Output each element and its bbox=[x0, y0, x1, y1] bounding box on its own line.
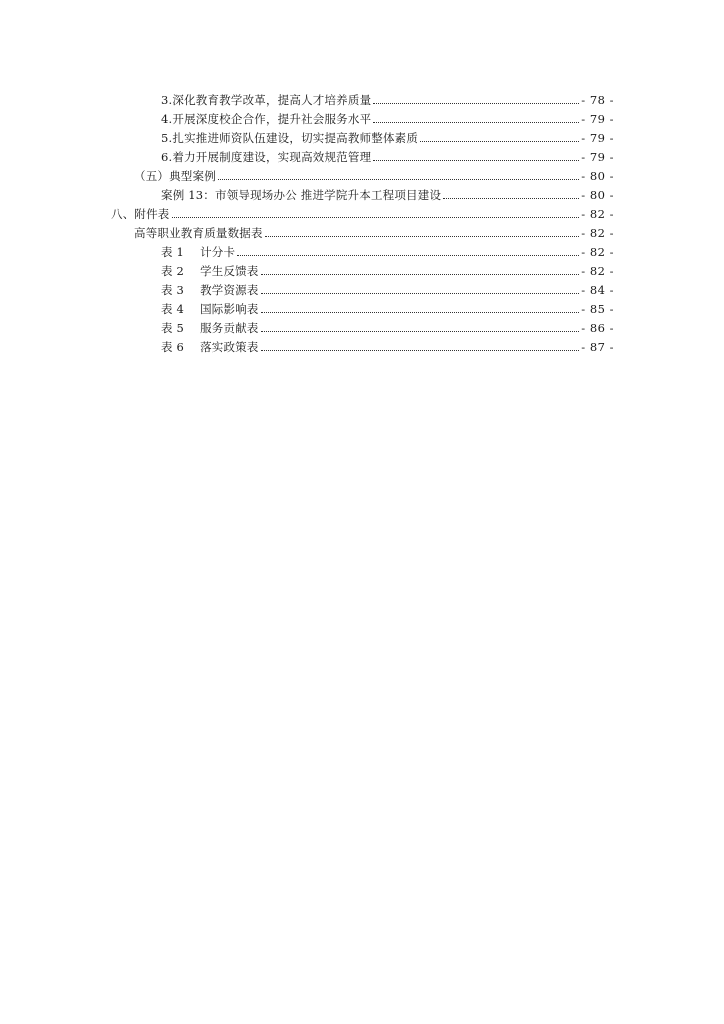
table-number: 表 2 bbox=[161, 264, 185, 278]
toc-entry-title: 5.扎实推进师资队伍建设，切实提高教师整体素质 bbox=[161, 131, 419, 145]
table-number: 表 1 bbox=[161, 245, 185, 259]
dot-leader bbox=[261, 331, 580, 332]
dot-leader bbox=[420, 141, 579, 142]
toc-entry-page: - 86 - bbox=[581, 321, 614, 335]
table-number: 表 4 bbox=[161, 302, 185, 316]
toc-entry-page: - 79 - bbox=[581, 112, 614, 126]
table-name: 落实政策表 bbox=[200, 340, 259, 354]
toc-entry-title bbox=[161, 302, 259, 316]
toc-entry-title: 6.着力开展制度建设，实现高效规范管理 bbox=[161, 150, 372, 164]
table-name: 学生反馈表 bbox=[200, 264, 259, 278]
dot-leader bbox=[261, 274, 580, 275]
table-number: 表 6 bbox=[161, 340, 185, 354]
toc-entry-page: - 78 - bbox=[581, 93, 614, 107]
toc-entry[interactable] bbox=[161, 107, 614, 126]
toc-entry-title bbox=[161, 321, 259, 335]
toc-entry-title bbox=[161, 245, 235, 259]
dot-leader bbox=[373, 122, 579, 123]
dot-leader bbox=[373, 103, 579, 104]
toc-entry-page: - 85 - bbox=[581, 302, 614, 316]
toc-entry-page: - 80 - bbox=[581, 188, 614, 202]
dot-leader bbox=[373, 160, 579, 161]
toc-entry-title: 4.开展深度校企合作，提升社会服务水平 bbox=[161, 112, 372, 126]
toc-entry[interactable] bbox=[134, 164, 614, 183]
toc-entry[interactable] bbox=[161, 259, 614, 278]
toc-entry-page: - 82 - bbox=[581, 207, 614, 221]
dot-leader bbox=[218, 179, 579, 180]
toc-entry[interactable] bbox=[161, 316, 614, 335]
toc-entry[interactable] bbox=[161, 297, 614, 316]
toc-entry-page: - 82 - bbox=[581, 226, 614, 240]
dot-leader bbox=[261, 312, 580, 313]
toc-entry-title: 八、附件表 bbox=[111, 207, 170, 221]
toc-entry-page: - 82 - bbox=[581, 245, 614, 259]
toc-entry-title bbox=[161, 283, 259, 297]
table-name: 教学资源表 bbox=[200, 283, 259, 297]
table-name: 国际影响表 bbox=[200, 302, 259, 316]
toc-entry[interactable] bbox=[161, 183, 614, 202]
toc-entry[interactable] bbox=[161, 145, 614, 164]
toc-entry-page: - 84 - bbox=[581, 283, 614, 297]
dot-leader bbox=[261, 293, 580, 294]
toc-entry[interactable] bbox=[161, 240, 614, 259]
table-name: 计分卡 bbox=[200, 245, 236, 259]
table-number: 表 5 bbox=[161, 321, 185, 335]
dot-leader bbox=[172, 217, 580, 218]
toc-entry-title: 案例 13：市领导现场办公 推进学院升本工程项目建设 bbox=[161, 188, 442, 202]
toc-entry-title bbox=[161, 264, 259, 278]
toc-entry-page: - 79 - bbox=[581, 131, 614, 145]
dot-leader bbox=[261, 350, 580, 351]
toc-entry[interactable] bbox=[134, 221, 614, 240]
toc-entry-title bbox=[161, 340, 259, 354]
toc-entry-title: （五）典型案例 bbox=[134, 169, 216, 183]
toc-entry[interactable] bbox=[161, 278, 614, 297]
toc-entry-page: - 87 - bbox=[581, 340, 614, 354]
toc-entry[interactable] bbox=[161, 126, 614, 145]
toc-entry[interactable] bbox=[161, 335, 614, 354]
table-number: 表 3 bbox=[161, 283, 185, 297]
toc-entry-page: - 82 - bbox=[581, 264, 614, 278]
toc-entry-page: - 80 - bbox=[581, 169, 614, 183]
toc-entry[interactable] bbox=[111, 202, 614, 221]
dot-leader bbox=[265, 236, 580, 237]
toc-entry-title: 3.深化教育教学改革，提高人才培养质量 bbox=[161, 93, 372, 107]
toc-entry-page: - 79 - bbox=[581, 150, 614, 164]
table-name: 服务贡献表 bbox=[200, 321, 259, 335]
dot-leader bbox=[237, 255, 579, 256]
toc-entry-title: 高等职业教育质量数据表 bbox=[134, 226, 263, 240]
toc-entry[interactable] bbox=[161, 88, 614, 107]
dot-leader bbox=[443, 198, 579, 199]
